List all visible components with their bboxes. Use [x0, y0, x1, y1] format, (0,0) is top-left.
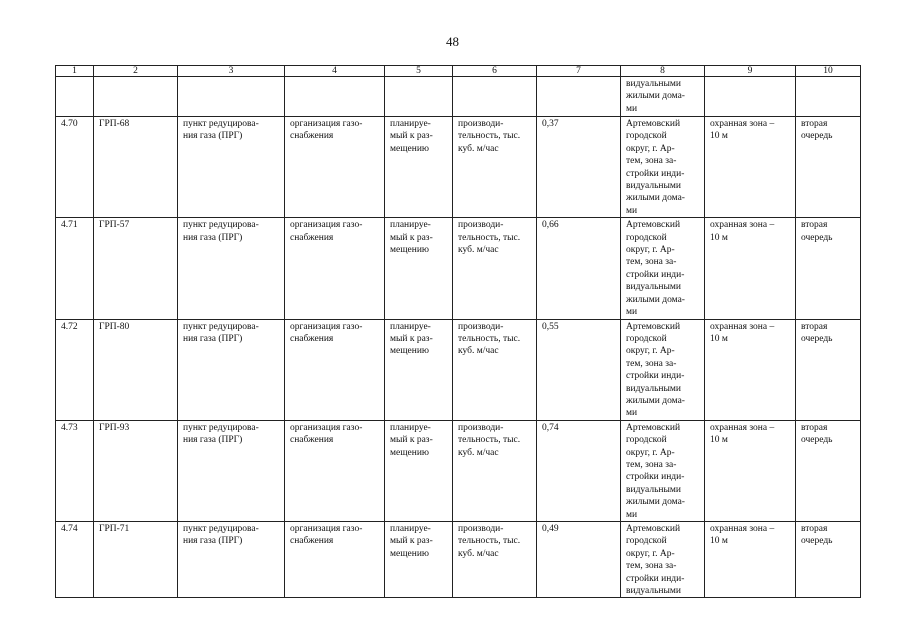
location: Артемовский городской округ, г. Ар- тем, зона за- стройки инди- видуальными жилыми дома- ми [621, 218, 705, 319]
objects-table [55, 65, 861, 598]
parameter: производи- тельность, тыс. куб. м/час [453, 420, 537, 521]
parameter: производи- тельность, тыс. куб. м/час [453, 522, 537, 598]
empty-cell [285, 77, 385, 117]
empty-cell [705, 77, 796, 117]
column-number: 4 [285, 66, 385, 77]
value: 0,49 [537, 522, 621, 598]
object-name: ГРП-57 [94, 218, 178, 319]
page-number: 48 [446, 34, 459, 49]
stage: вторая очередь [796, 319, 861, 420]
row-number: 4.71 [56, 218, 94, 319]
object-type: пункт редуцирова- ния газа (ПРГ) [178, 319, 285, 420]
organization: организация газо- снабжения [285, 522, 385, 598]
table-row [56, 420, 861, 521]
parameter: производи- тельность, тыс. куб. м/час [453, 218, 537, 319]
stage: вторая очередь [796, 218, 861, 319]
status: планируе- мый к раз- мещению [385, 319, 453, 420]
column-number: 5 [385, 66, 453, 77]
column-number: 8 [621, 66, 705, 77]
status: планируе- мый к раз- мещению [385, 522, 453, 598]
object-name: ГРП-71 [94, 522, 178, 598]
protection-zone: охранная зона – 10 м [705, 319, 796, 420]
table-row [56, 319, 861, 420]
value: 0,66 [537, 218, 621, 319]
organization: организация газо- снабжения [285, 319, 385, 420]
empty-cell [178, 77, 285, 117]
status: планируе- мый к раз- мещению [385, 218, 453, 319]
empty-cell [56, 77, 94, 117]
location-cell: видуальными жилыми дома- ми [621, 77, 705, 117]
table-row [56, 117, 861, 218]
location: Артемовский городской округ, г. Ар- тем, зона за- стройки инди- видуальными жилыми дома- ми [621, 319, 705, 420]
protection-zone: охранная зона – 10 м [705, 420, 796, 521]
table-row [56, 218, 861, 319]
empty-cell [537, 77, 621, 117]
column-number: 3 [178, 66, 285, 77]
parameter: производи- тельность, тыс. куб. м/час [453, 117, 537, 218]
object-name: ГРП-68 [94, 117, 178, 218]
value: 0,55 [537, 319, 621, 420]
column-number: 2 [94, 66, 178, 77]
organization: организация газо- снабжения [285, 117, 385, 218]
table-row [56, 522, 861, 598]
organization: организация газо- снабжения [285, 420, 385, 521]
value: 0,74 [537, 420, 621, 521]
empty-cell [796, 77, 861, 117]
stage: вторая очередь [796, 522, 861, 598]
column-number-row [56, 66, 861, 77]
value: 0,37 [537, 117, 621, 218]
empty-cell [385, 77, 453, 117]
continuation-row [56, 77, 861, 117]
location: Артемовский городской округ, г. Ар- тем, зона за- стройки инди- видуальными [621, 522, 705, 598]
object-name: ГРП-80 [94, 319, 178, 420]
protection-zone: охранная зона – 10 м [705, 117, 796, 218]
empty-cell [453, 77, 537, 117]
column-number: 10 [796, 66, 861, 77]
row-number: 4.70 [56, 117, 94, 218]
stage: вторая очередь [796, 420, 861, 521]
object-name: ГРП-93 [94, 420, 178, 521]
row-number: 4.73 [56, 420, 94, 521]
object-type: пункт редуцирова- ния газа (ПРГ) [178, 420, 285, 521]
column-number: 1 [56, 66, 94, 77]
location: Артемовский городской округ, г. Ар- тем, зона за- стройки инди- видуальными жилыми дома- ми [621, 117, 705, 218]
status: планируе- мый к раз- мещению [385, 117, 453, 218]
object-type: пункт редуцирова- ния газа (ПРГ) [178, 522, 285, 598]
object-type: пункт редуцирова- ния газа (ПРГ) [178, 218, 285, 319]
stage: вторая очередь [796, 117, 861, 218]
organization: организация газо- снабжения [285, 218, 385, 319]
parameter: производи- тельность, тыс. куб. м/час [453, 319, 537, 420]
protection-zone: охранная зона – 10 м [705, 522, 796, 598]
status: планируе- мый к раз- мещению [385, 420, 453, 521]
object-type: пункт редуцирова- ния газа (ПРГ) [178, 117, 285, 218]
column-number: 7 [537, 66, 621, 77]
empty-cell [94, 77, 178, 117]
location: Артемовский городской округ, г. Ар- тем, зона за- стройки инди- видуальными жилыми дома- ми [621, 420, 705, 521]
row-number: 4.74 [56, 522, 94, 598]
column-number: 6 [453, 66, 537, 77]
row-number: 4.72 [56, 319, 94, 420]
protection-zone: охранная зона – 10 м [705, 218, 796, 319]
column-number: 9 [705, 66, 796, 77]
